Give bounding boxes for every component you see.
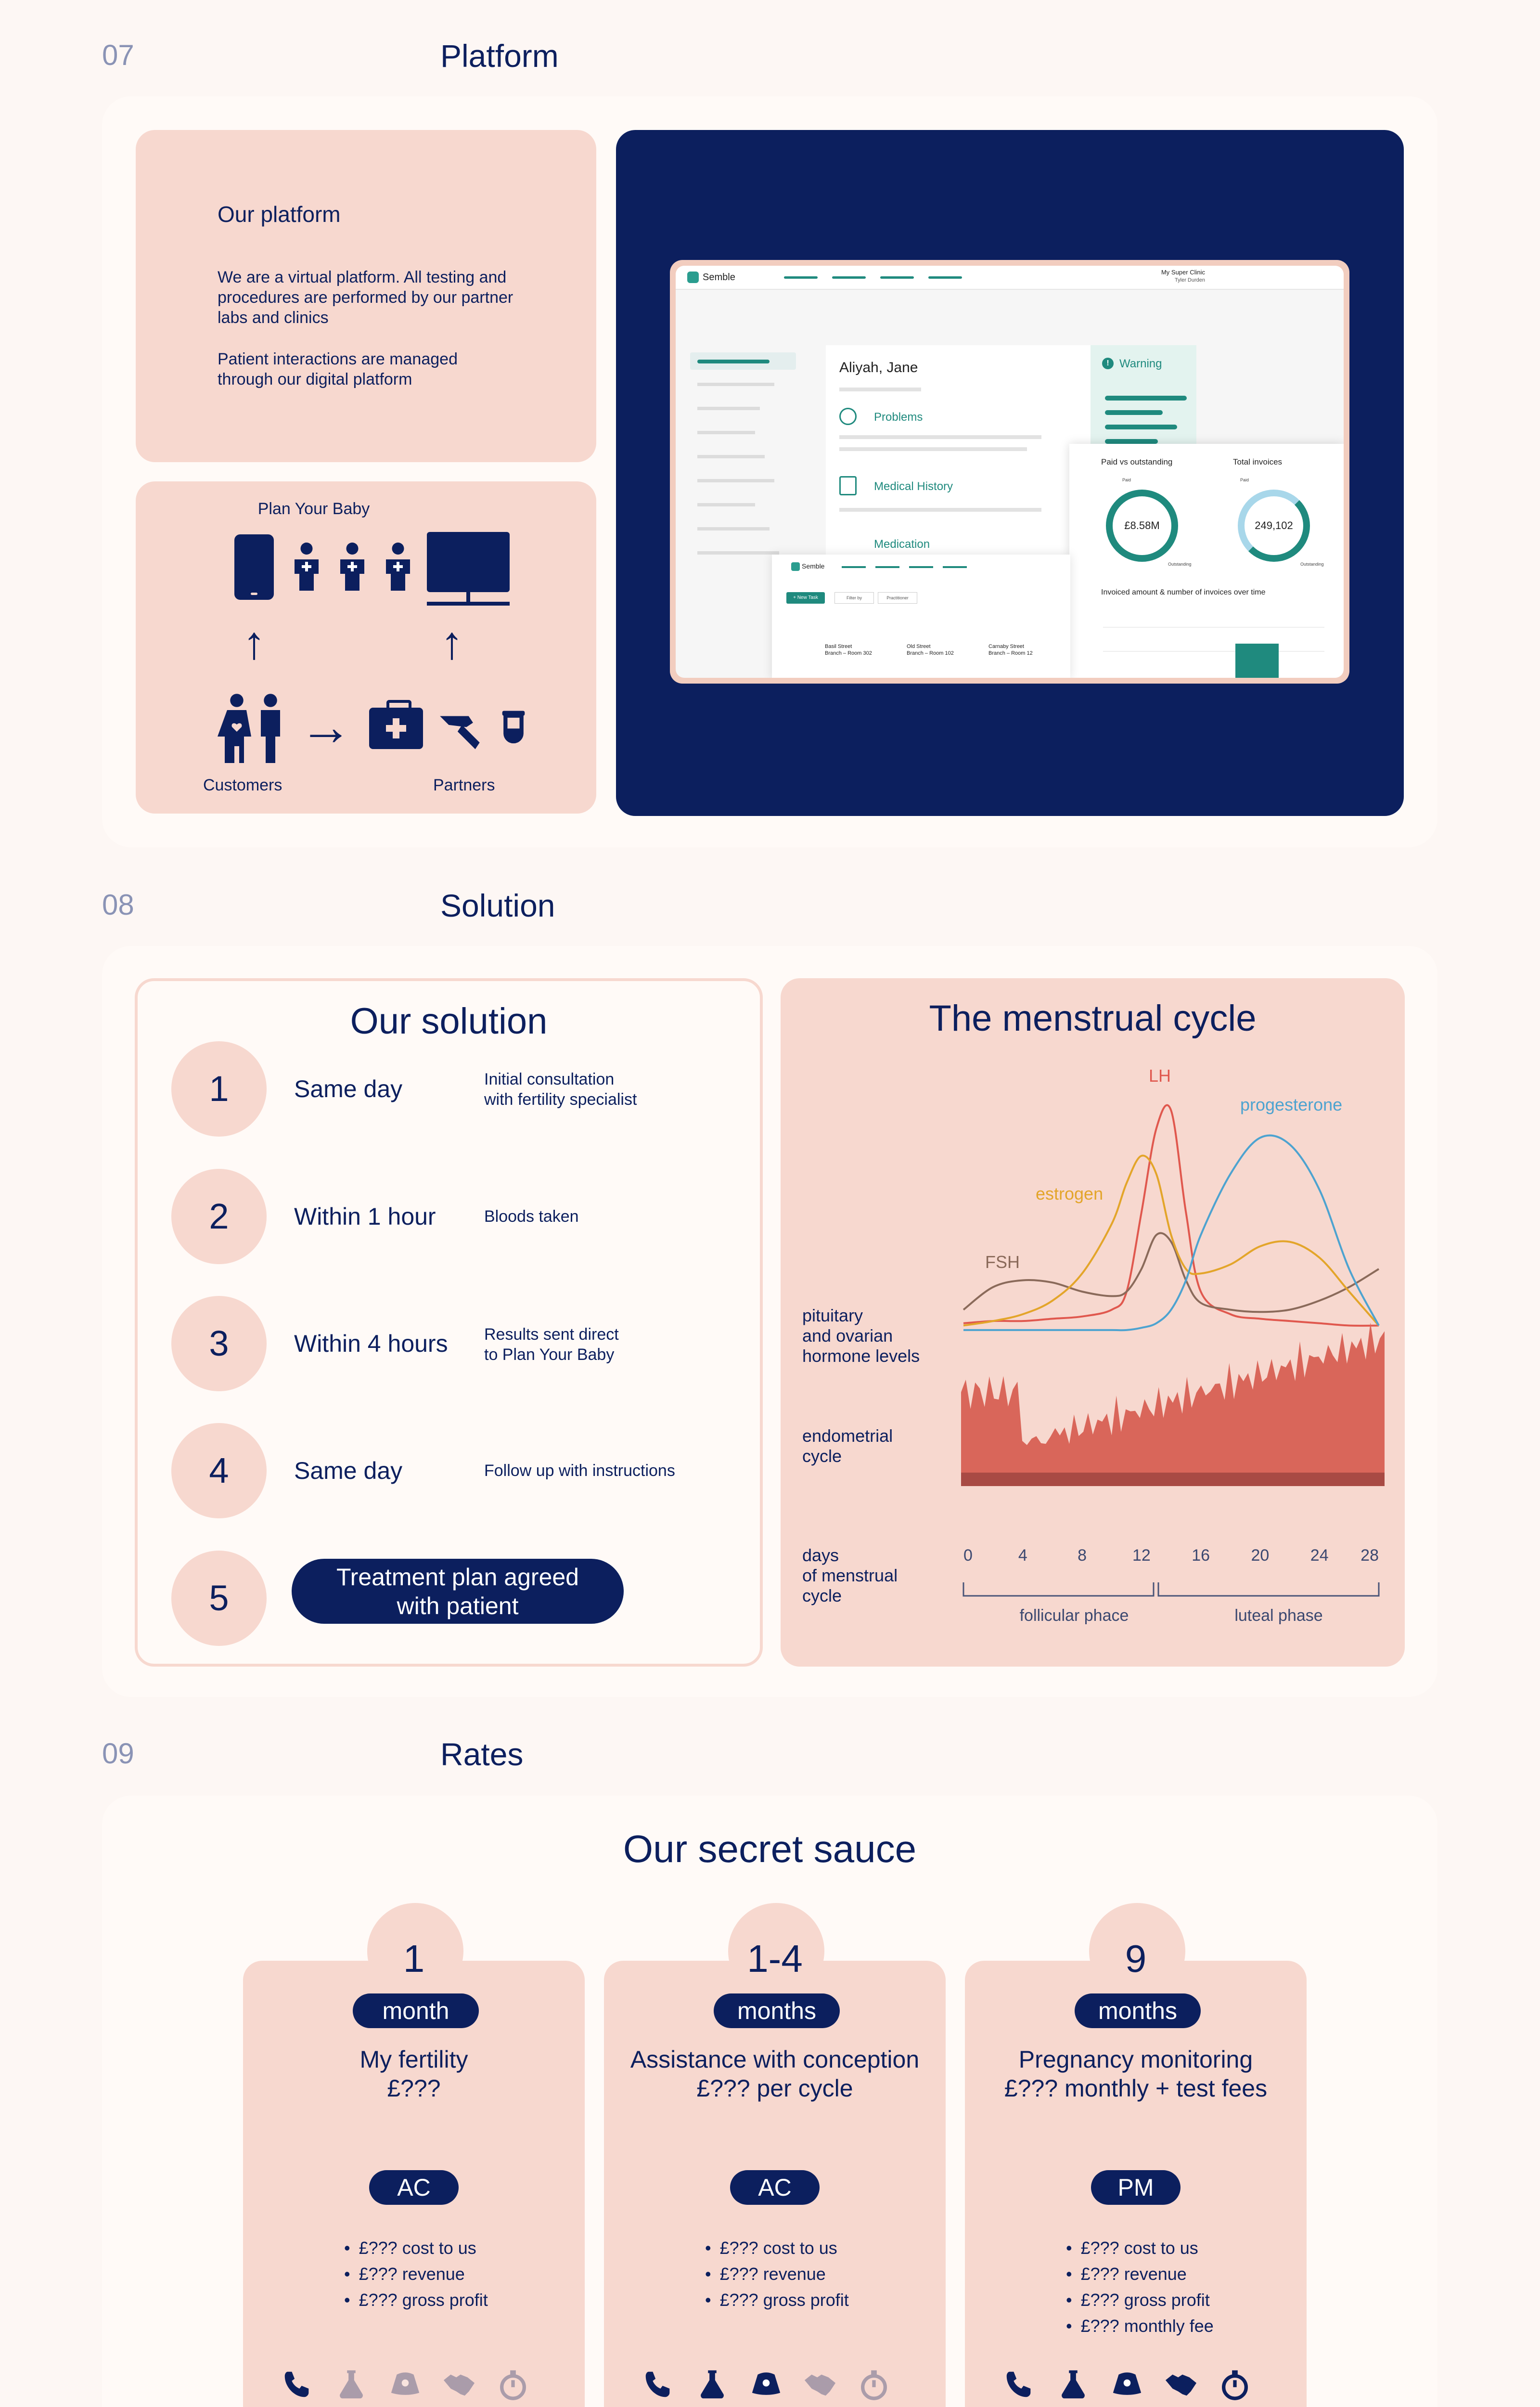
step-label: Within 1 hour (294, 1203, 436, 1230)
rate-title: Pregnancy monitoring £??? monthly + test fees (1004, 2046, 1268, 2102)
platform-mockup-card (616, 130, 1404, 816)
invoiced-chart-title: Invoiced amount & number of invoices over time (1101, 588, 1266, 596)
rate-bullets (1066, 2235, 1214, 2339)
step-number: 3 (171, 1296, 267, 1391)
rate-card (243, 1937, 585, 2407)
donut-total-legend-outstanding: Outstanding (1300, 562, 1324, 567)
donut-paid: £8.58M (1106, 490, 1178, 562)
rate-bullet: • £??? cost to us (1066, 2235, 1214, 2261)
mockup-user: Tyler Durden (1175, 277, 1205, 283)
step-desc: Bloods taken (484, 1207, 579, 1226)
paid-vs-outstanding-label: Paid vs outstanding (1101, 457, 1173, 466)
invoices-panel (1069, 444, 1344, 678)
section-number-platform: 07 (102, 39, 134, 71)
mockup-screen (676, 266, 1344, 678)
step-label: Same day (294, 1075, 403, 1102)
endometrial-row-label: endometrial cycle (802, 1426, 893, 1466)
tasks-brand: Semble (802, 562, 825, 570)
practitioner-select[interactable]: Practitioner (878, 592, 917, 604)
platform-para-1: We are a virtual platform. All testing and procedures are performed by our partner labs and clinics (218, 268, 513, 327)
rate-duration-number: 1-4 (747, 1937, 803, 1980)
platform-heading: Our platform (218, 202, 341, 227)
section-number-solution: 08 (102, 889, 134, 921)
rate-title: Assistance with conception £??? per cycle (630, 2046, 920, 2102)
curve-label-fsh: FSH (985, 1252, 1020, 1272)
rate-card (965, 1937, 1307, 2407)
rate-duration-number: 9 (1125, 1937, 1147, 1980)
curve-fsh (963, 1233, 1379, 1312)
rate-bullet: • £??? cost to us (705, 2235, 849, 2261)
customers-label: Customers (203, 776, 282, 794)
treatment-plan-pill: Treatment plan agreed with patient (292, 1559, 624, 1624)
solution-panel (102, 946, 1437, 1697)
rate-bullet: • £??? cost to us (344, 2235, 488, 2261)
ultrasound-icon (388, 2368, 422, 2401)
menstrual-cycle-chart (961, 1060, 1385, 1609)
day-tick: 28 (1360, 1546, 1379, 1565)
rates-panel (102, 1796, 1437, 2407)
day-tick: 8 (1078, 1546, 1087, 1565)
mockup-brand: Semble (703, 272, 735, 283)
handshake-icon (803, 2368, 837, 2401)
patient-card (826, 345, 1091, 586)
warning-icon: ! (1102, 358, 1114, 369)
rate-title: My fertility £??? (359, 2046, 468, 2102)
test-tube-icon (494, 700, 533, 753)
tasks-panel (772, 555, 1070, 678)
rate-tag: PM (1091, 2170, 1181, 2205)
day-tick: 16 (1192, 1546, 1210, 1565)
medical-history-label: Medical History (874, 480, 953, 493)
medical-kit-icon (369, 708, 423, 749)
phone-icon (281, 2368, 314, 2401)
section-title-solution: Solution (440, 888, 555, 923)
rate-duration-number: 1 (403, 1937, 425, 1980)
phone-icon (642, 2368, 675, 2401)
curve-lh (963, 1105, 1379, 1326)
follicular-phase-label: follicular phace (1019, 1606, 1129, 1625)
step-number: 2 (171, 1169, 267, 1264)
phone-icon (234, 534, 274, 600)
step-desc: Initial consultation with fertility specialist (484, 1070, 637, 1109)
menstrual-cycle-card (781, 978, 1405, 1667)
timer-icon (496, 2368, 530, 2401)
rate-card (604, 1937, 946, 2407)
rate-bullet: • £??? revenue (705, 2261, 849, 2287)
endometrium-band (961, 1322, 1385, 1486)
warning-label: Warning (1119, 357, 1162, 370)
rate-bullet: • £??? gross profit (344, 2287, 488, 2313)
rate-bullet: • £??? gross profit (705, 2287, 849, 2313)
day-tick: 20 (1251, 1546, 1270, 1565)
rate-tag: AC (369, 2170, 459, 2205)
medic-icon (338, 532, 367, 601)
step-desc: Results sent direct to Plan Your Baby (484, 1325, 619, 1364)
ultrasound-icon (749, 2368, 783, 2401)
arrow-up-icon: ↑ (243, 617, 266, 669)
platform-panel (102, 96, 1437, 847)
solution-heading: Our solution (350, 1001, 548, 1042)
section-number-rates: 09 (102, 1737, 134, 1770)
day-tick: 12 (1132, 1546, 1151, 1565)
rate-bullet: • £??? gross profit (1066, 2287, 1214, 2313)
partners-label: Partners (433, 776, 495, 794)
flask-icon (695, 2368, 729, 2401)
curve-label-progesterone: progesterone (1240, 1095, 1343, 1114)
step-label: Within 4 hours (294, 1330, 448, 1357)
day-tick: 4 (1018, 1546, 1027, 1565)
platform-card (136, 130, 596, 462)
flow-card (136, 481, 596, 814)
mockup-frame (670, 260, 1349, 684)
day-tick: 24 (1310, 1546, 1329, 1565)
semble-logo-icon (687, 272, 699, 283)
medical-history-icon (839, 476, 857, 495)
flask-icon (1056, 2368, 1090, 2401)
donut-paid-legend: Paid (1122, 478, 1131, 482)
problems-label: Problems (874, 411, 923, 424)
branch-item: Old Street Branch – Room 102 (907, 644, 954, 656)
new-task-button[interactable]: + New Task (786, 592, 825, 604)
medic-icon (292, 532, 321, 601)
rate-bullets (705, 2235, 849, 2313)
patient-name: Aliyah, Jane (839, 360, 918, 375)
rate-bullet: • £??? revenue (1066, 2261, 1214, 2287)
luteal-phase-label: luteal phase (1234, 1606, 1323, 1625)
rate-bullet: • £??? revenue (344, 2261, 488, 2287)
medic-icon (384, 532, 412, 601)
problems-icon (839, 408, 857, 425)
ultrasound-icon (1110, 2368, 1144, 2401)
step-number: 1 (171, 1041, 267, 1137)
curve-label-estrogen: estrogen (1036, 1184, 1104, 1204)
rate-bullet: • £??? monthly fee (1066, 2313, 1214, 2339)
handshake-icon (1164, 2368, 1198, 2401)
mockup-clinic: My Super Clinic (1161, 269, 1205, 276)
day-tick: 0 (963, 1546, 973, 1565)
rates-heading: Our secret sauce (623, 1827, 917, 1870)
customers-icon (218, 693, 290, 765)
luteal-bracket (1158, 1582, 1379, 1596)
timer-icon (857, 2368, 891, 2401)
rate-duration-unit: months (1075, 1993, 1201, 2028)
arrow-up-icon: ↑ (440, 617, 463, 669)
branch-item: Carnaby Street Branch – Room 12 (988, 644, 1033, 656)
step-desc: Follow up with instructions (484, 1462, 675, 1480)
flask-icon (334, 2368, 368, 2401)
days-row-label: days of menstrual cycle (802, 1545, 898, 1605)
follicular-bracket (963, 1582, 1154, 1596)
section-title-rates: Rates (440, 1736, 524, 1772)
step-number: 4 (171, 1423, 267, 1518)
hormone-row-label: pituitary and ovarian hormone levels (802, 1306, 920, 1366)
total-invoices-label: Total invoices (1233, 457, 1283, 466)
handshake-icon (442, 2368, 476, 2401)
mockup-topbar (676, 266, 1344, 290)
donut-outstanding-legend: Outstanding (1168, 562, 1192, 567)
timer-icon (1218, 2368, 1252, 2401)
rate-bullets (344, 2235, 488, 2313)
donut-total: 249,102 (1238, 490, 1310, 562)
platform-para-2: Patient interactions are managed through our digital platform (218, 350, 458, 388)
section-title-platform: Platform (440, 38, 559, 74)
invoiced-bar (1235, 644, 1279, 678)
solution-card (135, 978, 763, 1667)
rate-tag: AC (730, 2170, 820, 2205)
curve-label-lh: LH (1149, 1066, 1171, 1086)
phone-icon (1002, 2368, 1036, 2401)
monitor-icon (427, 532, 510, 592)
rate-duration-unit: month (353, 1993, 479, 2028)
cycle-heading: The menstrual cycle (929, 998, 1257, 1039)
flow-top-label: Plan Your Baby (257, 500, 370, 518)
branch-item: Basil Street Branch – Room 302 (825, 644, 872, 656)
arrow-right-icon: → (299, 697, 352, 756)
filter-by-select[interactable]: Filter by (834, 592, 874, 604)
step-number: 5 (171, 1551, 267, 1646)
medication-label: Medication (874, 538, 930, 551)
donut-total-legend-paid: Paid (1240, 478, 1249, 482)
step-label: Same day (294, 1457, 403, 1484)
injection-gun-icon (433, 703, 491, 756)
rate-duration-unit: months (714, 1993, 840, 2028)
